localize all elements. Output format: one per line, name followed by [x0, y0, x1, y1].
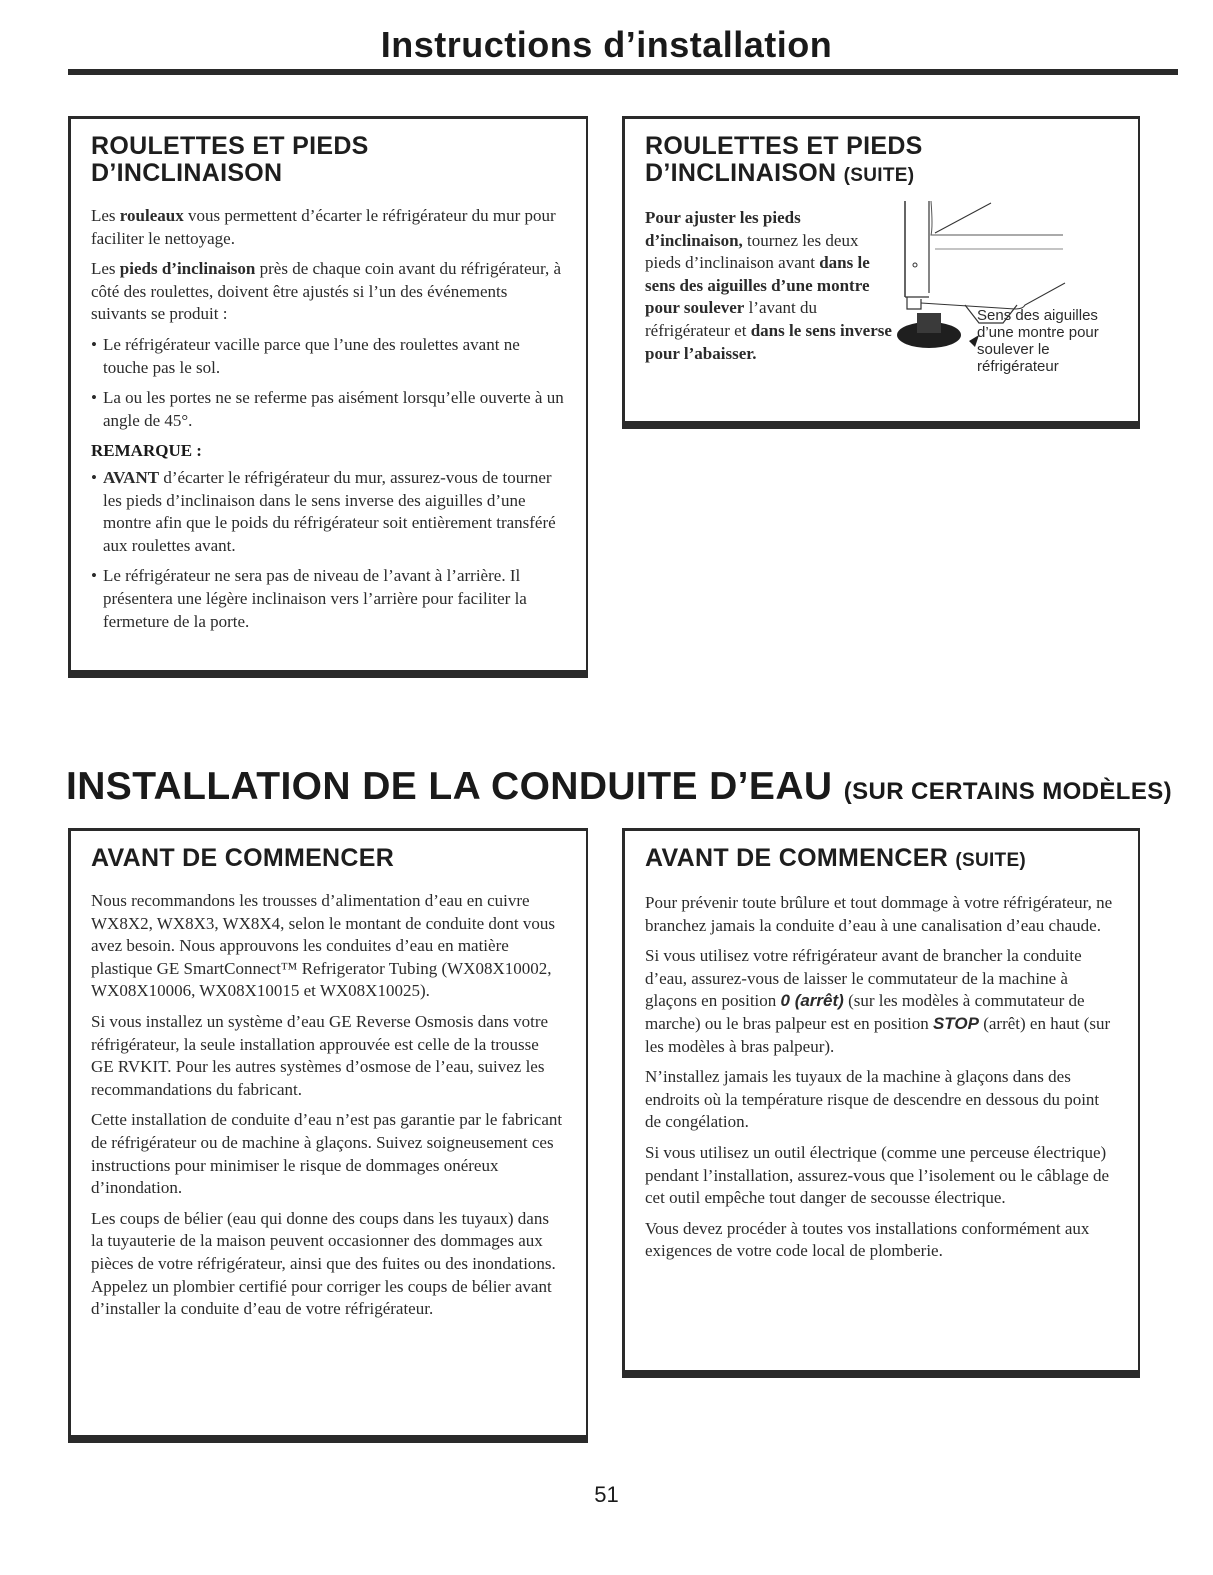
text: d’écarter le réfrigérateur du mur, assurez-vous de tourner les pieds d’inclinaison dans le sens inverse des aiguilles d’une montre afin que le poids du réfrigérateur soit entièrement transféré aux roulettes avant. — [103, 467, 556, 555]
text: l’avant du réfrigérateur et — [645, 298, 818, 340]
suite-suffix: (SUITE) — [843, 165, 915, 186]
water-line-heading — [66, 765, 1172, 809]
section-avant — [68, 828, 588, 1443]
section-roulettes-title — [91, 133, 564, 187]
avant-suite-paragraph-3: N’installez jamais les tuyaux de la machine à glaçons dans des endroits où la température risque de descendre en dessous du point de congélation. — [645, 1067, 1100, 1132]
list-item: • La ou les portes ne se referme pas aisément lorsqu’elle ouverte à un angle de 45°. — [91, 387, 564, 432]
callout-line — [931, 201, 1063, 235]
screw-mark — [913, 263, 917, 267]
roulettes-bullet-list — [91, 334, 564, 432]
section-avant-suite — [622, 828, 1140, 1378]
avant-paragraph-2: Si vous installez un système d’eau GE Reverse Osmosis dans votre réfrigérateur, la seule installation approuvée est celle de la trousse GE RVKIT. Pour les autres systèmes d’osmose de l’eau, suivez les recommandations du fabricant. — [91, 1011, 549, 1099]
remark-list — [91, 467, 564, 633]
title-rule — [68, 69, 1178, 75]
figure-caption — [977, 307, 1099, 375]
page-title: Instructions d’installation — [380, 24, 833, 65]
title-line-1: ROULETTES ET PIEDS — [645, 132, 923, 160]
section-roulettes — [68, 116, 588, 678]
leveling-leg — [917, 313, 941, 333]
emphasis-text: STOP — [932, 1013, 979, 1033]
list-item: • Le réfrigérateur vacille parce que l’une des roulettes avant ne touche pas le sol. — [91, 334, 564, 379]
avant-suite-paragraph-5: Vous devez procéder à toutes vos installations conformément aux exigences de votre code local de plomberie. — [645, 1218, 1090, 1261]
emphasis-text: 0 (arrêt) — [780, 991, 844, 1011]
roulettes-paragraph-2 — [91, 258, 564, 326]
callout-line — [935, 203, 991, 233]
adjust-instructions — [645, 207, 895, 365]
remark-label: REMARQUE : — [91, 441, 202, 461]
callout-line — [921, 283, 1065, 309]
caption-line: réfrigérateur — [977, 358, 1059, 375]
bold-text: pieds d’inclinaison — [119, 259, 256, 279]
caption-line: soulever le — [977, 341, 1050, 358]
text: Les — [91, 259, 120, 279]
suite-suffix: (SUITE) — [955, 850, 1027, 871]
title-line-2: D’INCLINAISON — [91, 159, 283, 187]
section-avant-title: AVANT DE COMMENCER — [91, 844, 395, 872]
text: Si vous utilisez votre réfrigérateur avant de brancher la conduite d’eau, assurez-vous de laisser le commutateur de la machine à glaçons en position — [645, 946, 1082, 1011]
bold-text: dans le sens inverse pour l’abaisser. — [645, 320, 892, 363]
avant-paragraph-3: Cette installation de conduite d’eau n’est pas garantie par le fabricant de réfrigérateur ou de machine à glaçons. Suivez soigneusement ces instructions pour minimiser le risque de dommages onéreux d’inondation. — [91, 1110, 563, 1198]
text: vous permettent d’écarter le réfrigérateur du mur pour faciliter le nettoyage. — [91, 206, 556, 248]
avant-suite-paragraph-2 — [645, 945, 1116, 1058]
section-avant-suite-title — [645, 845, 1116, 874]
bold-text: dans le sens des aiguilles d’une montre pour soulever — [645, 253, 870, 318]
caption-line: d’une montre pour — [977, 324, 1099, 341]
title-line-1: ROULETTES ET PIEDS — [91, 132, 369, 160]
avant-paragraph-1: Nous recommandons les trousses d’alimentation d’eau en cuivre WX8X2, WX8X3, WX8X4, selon le montant de conduite dont vous avez besoin. Nous approuvons les conduites d’eau en matière plastique GE SmartConnect™ Refrigerator Tubing (WX08X10002, WX08X10006, WX08X10015 et WX08X10025). — [91, 891, 555, 1001]
text: (arrêt) en haut (sur les modèles à bras palpeur). — [645, 1013, 1111, 1056]
bold-text: rouleaux — [119, 206, 184, 225]
avant-paragraph-4: Les coups de bélier (eau qui donne des coups dans les tuyaux) dans la tuyauterie de la maison peuvent occasionner des dommages aux pièces de votre réfrigérateur, ainsi que des fuites ou des inondations. Appelez un plombier certifié pour corriger les coups de bélier avant d’installer la conduite d’eau de votre réfrigérateur. — [91, 1208, 556, 1319]
roulettes-paragraph-1 — [91, 205, 564, 250]
text: Les — [91, 206, 120, 225]
title-line-2: D’INCLINAISON — [645, 159, 837, 187]
list-item: • Le réfrigérateur ne sera pas de niveau de l’avant à l’arrière. Il présentera une légère inclinaison vers l’arrière pour faciliter la fermeture de la porte. — [91, 565, 564, 633]
heading-subtitle: (SUR CERTAINS MODÈLES) — [843, 778, 1173, 805]
avant-suite-paragraph-4: Si vous utilisez un outil électrique (comme une perceuse électrique) pendant l’installation, assurez-vous que l’isolement ou le câblage de cet outil empêche tout danger de secousse électrique. — [645, 1142, 1110, 1208]
list-item — [91, 467, 564, 557]
section-roulettes-suite-title — [645, 133, 1116, 189]
bold-text: Pour ajuster les pieds d’inclinaison, — [645, 208, 801, 250]
section-roulettes-suite — [622, 116, 1140, 429]
roller-bracket — [907, 297, 921, 309]
text: tournez les deux pieds d’inclinaison avant — [645, 230, 859, 273]
caption-line: Sens des aiguilles — [977, 307, 1098, 324]
heading-text: INSTALLATION DE LA CONDUITE D’EAU — [66, 765, 833, 808]
page-number: 51 — [594, 1482, 619, 1507]
text: près de chaque coin avant du réfrigérateur, à côté des roulettes, doivent être ajustés si l’un des événements suivants se produit : — [91, 259, 562, 324]
avant-suite-paragraph-1: Pour prévenir toute brûlure et tout dommage à votre réfrigérateur, ne branchez jamais la conduite d’eau à une canalisation d’eau chaude. — [645, 893, 1113, 935]
text: (sur les modèles à commutateur de marche) ou le bras palpeur est en position — [645, 991, 1085, 1033]
title-text: AVANT DE COMMENCER — [645, 844, 949, 872]
bold-text: AVANT — [103, 467, 160, 487]
